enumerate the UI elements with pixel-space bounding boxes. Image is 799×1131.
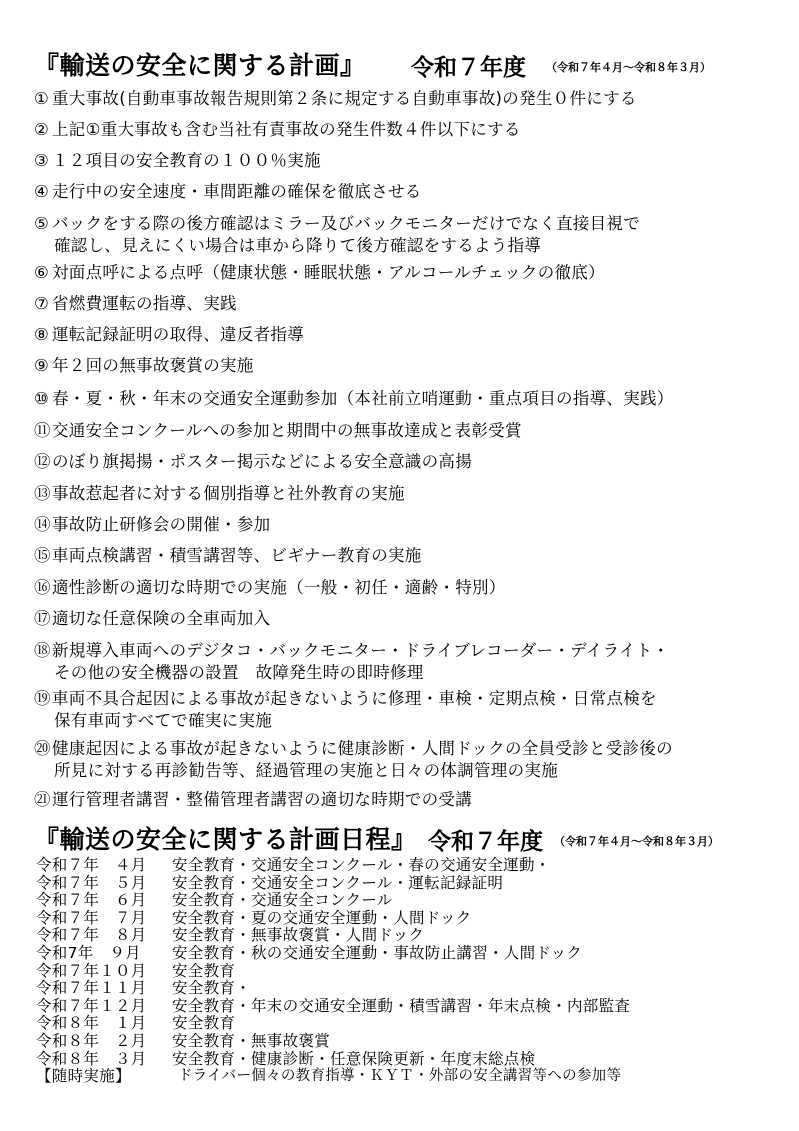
schedule-month: 令和７年 ４月 — [36, 856, 147, 874]
plan-item-number: ④ — [34, 182, 50, 201]
schedule-activities: 安全教育・交通安全コンクール・運転記録証明 — [172, 873, 504, 892]
plan-item — [34, 213, 774, 257]
schedule-row — [36, 857, 776, 875]
plan-item-text: のぼり旗掲揚・ポスター掲示などによる安全意識の高揚 — [52, 452, 472, 471]
plan-item-text: 対面点呼による点呼（健康状態・睡眠状態・アルコールチェックの徹底） — [52, 263, 605, 282]
plan-item — [34, 577, 774, 599]
plan-item — [34, 262, 774, 284]
schedule-row — [36, 1033, 776, 1051]
plan-item — [34, 420, 774, 442]
schedule-row — [36, 945, 776, 963]
plan-item-text: 事故惹起者に対する個別指導と社外教育の実施 — [52, 484, 405, 503]
plan-item-line — [34, 389, 674, 408]
schedule-activities: 安全教育・交通安全コンクール・春の交通安全運動・ — [172, 856, 551, 874]
plan-item — [34, 150, 774, 172]
plan-item — [34, 388, 774, 410]
schedule-title — [34, 820, 719, 856]
plan-item-number: ⑨ — [34, 356, 50, 375]
plan-item-text: 適切な任意保険の全車両加入 — [52, 609, 271, 628]
schedule-month: 令和７年１１月 — [36, 979, 147, 998]
plan-item-line — [34, 356, 254, 375]
schedule-row — [36, 1015, 776, 1033]
plan-item-text: 新規導入車両へのデジタコ・バックモニター・ドライブレコーダー・デイライト・ — [52, 641, 670, 660]
plan-item-text: 運行管理者講習・整備管理者講習の適切な時期での受講 — [52, 790, 472, 809]
plan-item-number: ⑧ — [34, 325, 50, 344]
schedule-activities: 安全教育・無事故褒賞・人間ドック — [172, 926, 425, 945]
schedule-row — [36, 892, 776, 910]
plan-item-line — [34, 120, 521, 139]
schedule-list — [36, 857, 776, 1086]
plan-item-continuation: 保有車両すべてで確実に実施 — [54, 711, 273, 730]
schedule-activities: 安全教育・無事故褒賞 — [172, 1031, 331, 1050]
plan-item-text: 年２回の無事故褒賞の実施 — [52, 356, 254, 375]
plan-item — [34, 514, 774, 536]
plan-item-number: ⑬ — [34, 484, 51, 503]
plan-item-text: バックをする際の後方確認はミラー及びバックモニターだけでなく直接目視で — [52, 214, 640, 233]
plan-item-text: 上記①重大事故も含む当社有責事故の発生件数４件以下にする — [52, 120, 521, 139]
plan-item-number: ⑯ — [34, 578, 51, 597]
plan-item-text: 事故防止研修会の開催・参加 — [52, 515, 271, 534]
plan-item-number: ⑦ — [34, 294, 50, 313]
plan-item — [34, 324, 774, 346]
plan-item-number: ② — [34, 120, 50, 139]
plan-title-main: 『輸送の安全に関する計画』 — [34, 51, 366, 80]
plan-item-line — [34, 421, 522, 440]
schedule-month: 令和７年 ７月 — [36, 908, 147, 927]
plan-title-year: 令和７年度 — [411, 55, 526, 81]
schedule-month: 令和８年 １月 — [36, 1014, 147, 1033]
plan-item-line — [34, 578, 506, 597]
plan-item — [34, 608, 774, 630]
schedule-activities: 安全教育 — [172, 961, 236, 980]
plan-title — [34, 46, 711, 82]
schedule-title-year: 令和７年度 — [428, 829, 543, 855]
plan-item-number: ⑲ — [34, 689, 51, 708]
schedule-row — [36, 998, 776, 1016]
plan-item-number: ⑪ — [34, 421, 51, 440]
plan-item — [34, 181, 774, 203]
plan-item-number: ⑫ — [34, 452, 51, 471]
plan-item-text: 重大事故(自動車事故報告規則第２条に規定する自動車事故)の発生０件にする — [52, 89, 637, 108]
schedule-month: 令和８年 ２月 — [36, 1031, 147, 1050]
schedule-row — [36, 1051, 776, 1069]
plan-item — [34, 451, 774, 473]
plan-item-number: ⑰ — [34, 609, 51, 628]
schedule-title-main: 『輸送の安全に関する計画日程』 — [34, 825, 417, 854]
plan-item-number: ㉑ — [34, 790, 51, 809]
plan-item-line — [34, 263, 605, 282]
plan-item-line — [34, 739, 673, 758]
schedule-month: 令和7年 ９月 — [36, 943, 141, 962]
plan-item-number: ⑮ — [34, 546, 51, 565]
plan-item-line — [34, 790, 472, 809]
plan-item-text: 省燃費運転の指導、実践 — [52, 294, 237, 313]
schedule-month: 令和７年１０月 — [36, 961, 147, 980]
schedule-month: 令和７年 ６月 — [36, 891, 147, 910]
plan-item-text: 健康起因による事故が起きないように健康診断・人間ドックの全員受診と受診後の — [52, 739, 673, 758]
plan-item-text: 走行中の安全速度・車間距離の確保を徹底させる — [52, 182, 422, 201]
schedule-activities: 安全教育・健康診断・任意保険更新・年度末総点検 — [172, 1049, 536, 1068]
plan-item-text: 運転記録証明の取得、違反者指導 — [52, 325, 304, 344]
plan-item-line — [34, 151, 321, 170]
plan-item-number: ⑱ — [34, 641, 51, 660]
plan-item — [34, 483, 774, 505]
plan-item-line — [34, 182, 422, 201]
schedule-activities: 安全教育 — [172, 1014, 236, 1033]
plan-item — [34, 789, 774, 811]
schedule-activities: 安全教育・年末の交通安全運動・積雪講習・年末点検・内部監査 — [172, 996, 631, 1015]
schedule-row — [36, 910, 776, 928]
schedule-activities: 安全教育・秋の交通安全運動・事故防止講習・人間ドック — [172, 943, 583, 962]
schedule-activities: 安全教育・交通安全コンクール — [172, 891, 393, 910]
plan-item-line — [34, 546, 422, 565]
schedule-row — [36, 963, 776, 981]
schedule-month: 令和８年 ３月 — [36, 1049, 147, 1068]
plan-item-number: ⑭ — [34, 515, 51, 534]
schedule-row — [36, 927, 776, 945]
plan-item-continuation: その他の安全機器の設置 故障発生時の即時修理 — [54, 663, 424, 682]
plan-item — [34, 545, 774, 567]
plan-item-text: 適性診断の適切な時期での実施（一般・初任・適齢・特別） — [52, 578, 506, 597]
plan-item-text: １２項目の安全教育の１００％実施 — [52, 151, 321, 170]
plan-item-number: ③ — [34, 151, 50, 170]
plan-title-period: （令和７年４月～令和８年３月） — [546, 61, 711, 74]
plan-item-text: 交通安全コンクールへの参加と期間中の無事故達成と表彰受賞 — [52, 421, 522, 440]
schedule-month: 令和７年１２月 — [36, 996, 147, 1015]
schedule-activities: 安全教育・夏の交通安全運動・人間ドック — [172, 908, 472, 927]
plan-item — [34, 88, 774, 110]
plan-item-line — [34, 609, 270, 628]
schedule-activities: 安全教育・ — [172, 979, 252, 998]
plan-item — [34, 738, 774, 782]
plan-item-number: ⑳ — [34, 739, 51, 758]
plan-item-line — [34, 484, 405, 503]
plan-item-continuation: 確認し、見えにくい場合は車から降りて後方確認をするよう指導 — [54, 236, 542, 255]
plan-item-text: 春・夏・秋・年末の交通安全運動参加（本社前立哨運動・重点項目の指導、実践） — [52, 389, 674, 408]
plan-item-number: ⑤ — [34, 214, 50, 233]
plan-item-line — [34, 214, 640, 233]
schedule-row — [36, 875, 776, 893]
plan-item-line — [34, 89, 637, 108]
plan-item-text: 車両点検講習・積雪講習等、ビギナー教育の実施 — [52, 546, 422, 565]
plan-item — [34, 293, 774, 315]
plan-item — [34, 355, 774, 377]
schedule-note-label: 【随時実施】 — [36, 1067, 131, 1086]
schedule-month: 令和７年 ５月 — [36, 873, 147, 892]
schedule-note-row — [36, 1068, 776, 1086]
plan-item-line — [34, 452, 472, 471]
plan-item-continuation: 所見に対する再診勧告等、経過管理の実施と日々の体調管理の実施 — [54, 761, 558, 780]
plan-item-line — [34, 641, 669, 660]
plan-item-line — [34, 294, 237, 313]
schedule-title-period: （令和７年４月～令和８年３月） — [554, 835, 719, 848]
plan-item-line — [34, 325, 304, 344]
schedule-month: 令和７年 ８月 — [36, 926, 147, 945]
plan-item — [34, 119, 774, 141]
plan-item-line — [34, 689, 657, 708]
plan-item — [34, 640, 774, 684]
plan-item-line — [34, 515, 270, 534]
plan-item — [34, 688, 774, 732]
schedule-note-text: ドライバー個々の教育指導・ＫＹＴ・外部の安全講習等への参加等 — [178, 1068, 622, 1085]
plan-item-number: ⑩ — [34, 389, 50, 408]
plan-item-text: 車両不具合起因による事故が起きないように修理・車検・定期点検・日常点検を — [52, 689, 657, 708]
plan-item-number: ⑥ — [34, 263, 50, 282]
plan-item-number: ① — [34, 89, 50, 108]
schedule-row — [36, 980, 776, 998]
